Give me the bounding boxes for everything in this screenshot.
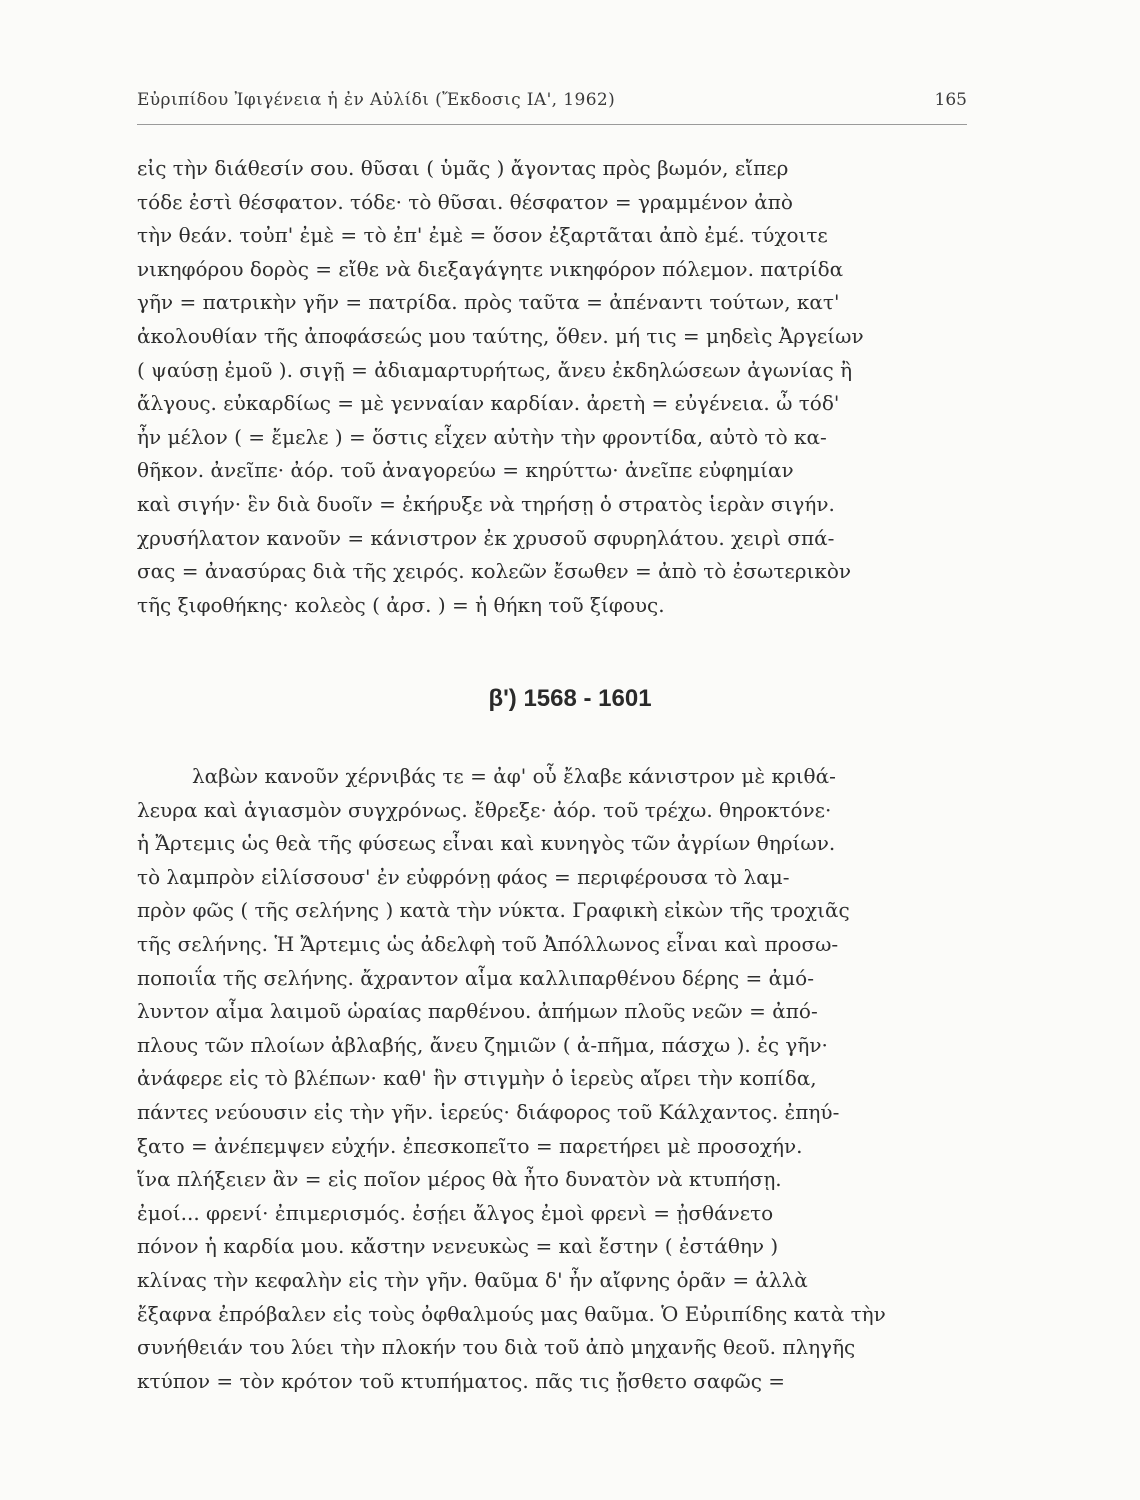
text-line: τῆς σελήνης. Ἡ Ἄρτεμις ὡς ἀδελφὴ τοῦ Ἀπόλλωνος εἶναι καὶ προσω-	[137, 931, 839, 956]
text-line: ( ψαύσῃ ἐμοῦ ). σιγῇ = ἀδιαμαρτυρήτως, ἄνευ ἐκδηλώσεων ἀγωνίας ἢ	[137, 357, 853, 382]
text-line: ποποιΐα τῆς σελήνης. ἄχραντον αἷμα καλλιπαρθένου δέρης = ἀμό-	[137, 965, 814, 990]
text-line: πλους τῶν πλοίων ἀβλαβής, ἄνευ ζημιῶν ( ἀ-πῆμα, πάσχω ). ἐς γῆν·	[137, 1032, 828, 1057]
text-line: πόνον ἡ καρδία μου. κἄστην νενευκὼς = καὶ ἔστην ( ἐστάθην )	[137, 1234, 779, 1259]
text-line: λυντον αἷμα λαιμοῦ ὡραίας παρθένου. ἀπήμων πλοῦς νεῶν = ἀπό-	[137, 999, 818, 1024]
text-line: θῆκον. ἀνεῖπε· ἀόρ. τοῦ ἀναγορεύω = κηρύττω· ἀνεῖπε εὐφημίαν	[137, 458, 794, 483]
running-head	[137, 90, 967, 126]
page-number: 165	[934, 90, 967, 110]
commentary-block-2	[137, 760, 977, 1398]
text-line: τῆς ξιφοθήκης· κολεὸς ( ἀρσ. ) = ἡ θήκη τοῦ ξίφους.	[137, 592, 665, 617]
text-line: εἰς τὴν διάθεσίν σου. θῦσαι ( ὑμᾶς ) ἄγοντας πρὸς βωμόν, εἴπερ	[137, 156, 789, 180]
text-line: λαβὼν κανοῦν χέρνιβάς τε = ἀφ' οὗ ἔλαβε κάνιστρον μὲ κριθά-	[192, 764, 836, 788]
text-line: χρυσήλατον κανοῦν = κάνιστρον ἐκ χρυσοῦ σφυρηλάτου. χειρὶ σπά-	[137, 525, 835, 550]
text-line: ἄλγους. εὐκαρδίως = μὲ γενναίαν καρδίαν. ἀρετὴ = εὐγένεια. ὦ τόδ'	[137, 391, 840, 416]
text-line: κλίνας τὴν κεφαλὴν εἰς τὴν γῆν. θαῦμα δ' ἦν αἴφνης ὁρᾶν = ἀλλὰ	[137, 1267, 808, 1292]
text-line: ἔξαφνα ἐπρόβαλεν εἰς τοὺς ὀφθαλμούς μας θαῦμα. Ὁ Εὐριπίδης κατὰ τὴν	[137, 1301, 886, 1326]
text-line: καὶ σιγήν· ἓν διὰ δυοῖν = ἐκήρυξε νὰ τηρήσῃ ὁ στρατὸς ἱερὰν σιγήν.	[137, 491, 835, 516]
text-line: ἐμοί... φρενί· ἐπιμερισμός. ἐσῄει ἄλγος ἐμοὶ φρενὶ = ᾐσθάνετο	[137, 1200, 774, 1225]
text-line: ἀνάφερε εἰς τὸ βλέπων· καθ' ἣν στιγμὴν ὁ ἱερεὺς αἴρει τὴν κοπίδα,	[137, 1066, 817, 1091]
text-line: ἵνα πλήξειεν ἂν = εἰς ποῖον μέρος θὰ ἦτο δυνατὸν νὰ κτυπήσῃ.	[137, 1167, 782, 1192]
text-line: συνήθειάν του λύει τὴν πλοκήν του διὰ τοῦ ἀπὸ μηχανῆς θεοῦ. πληγῆς	[137, 1335, 856, 1360]
text-line: τὸ λαμπρὸν εἱλίσσουσ' ἐν εὐφρόνῃ φάος = περιφέρουσα τὸ λαμ-	[137, 864, 790, 889]
text-line: ἀκολουθίαν τῆς ἀποφάσεώς μου ταύτης, ὅθεν. μή τις = μηδεὶς Ἀργείων	[137, 323, 864, 348]
header-rule	[137, 124, 967, 125]
text-line: πρὸν φῶς ( τῆς σελήνης ) κατὰ τὴν νύκτα. Γραφικὴ εἰκὼν τῆς τροχιᾶς	[137, 898, 850, 923]
text-line: ἡ Ἄρτεμις ὡς θεὰ τῆς φύσεως εἶναι καὶ κυνηγὸς τῶν ἀγρίων θηρίων.	[137, 831, 836, 856]
text-line: γῆν = πατρικὴν γῆν = πατρίδα. πρὸς ταῦτα = ἀπέναντι τούτων, κατ'	[137, 290, 840, 315]
text-line: κτύπον = τὸν κρότον τοῦ κτυπήματος. πᾶς τις ᾔσθετο σαφῶς =	[137, 1368, 786, 1393]
text-line: λευρα καὶ ἁγιασμὸν συγχρόνως. ἔθρεξε· ἀόρ. τοῦ τρέχω. θηροκτόνε·	[137, 797, 832, 822]
text-line: σας = ἀνασύρας διὰ τῆς χειρός. κολεῶν ἔσωθεν = ἀπὸ τὸ ἐσωτερικὸν	[137, 559, 852, 584]
text-line: πάντες νεύουσιν εἰς τὴν γῆν. ἱερεύς· διάφορος τοῦ Κάλχαντος. ἐπηύ-	[137, 1099, 840, 1124]
text-line: νικηφόρου δορὸς = εἴθε νὰ διεξαγάγητε νικηφόρον πόλεμον. πατρίδα	[137, 256, 844, 281]
commentary-block-1	[137, 152, 977, 622]
text-line: ἦν μέλον ( = ἔμελε ) = ὅστις εἶχεν αὐτὴν τὴν φροντίδα, αὐτὸ τὸ κα-	[137, 424, 827, 449]
text-line: ξατο = ἀνέπεμψεν εὐχήν. ἐπεσκοπεῖτο = παρετήρει μὲ προσοχήν.	[137, 1133, 803, 1158]
text-line: τὴν θεάν. τοὐπ' ἐμὲ = τὸ ἐπ' ἐμὲ = ὅσον ἐξαρτᾶται ἀπὸ ἐμέ. τύχοιτε	[137, 223, 828, 248]
section-heading: β') 1568 - 1601	[488, 685, 652, 712]
running-head-title: Εὐριπίδου Ἰφιγένεια ἡ ἐν Αὐλίδι (Ἔκδοσις ΙΑ', 1962)	[137, 90, 616, 110]
text-line: τόδε ἐστὶ θέσφατον. τόδε· τὸ θῦσαι. θέσφατον = γραμμένον ἀπὸ	[137, 189, 793, 214]
